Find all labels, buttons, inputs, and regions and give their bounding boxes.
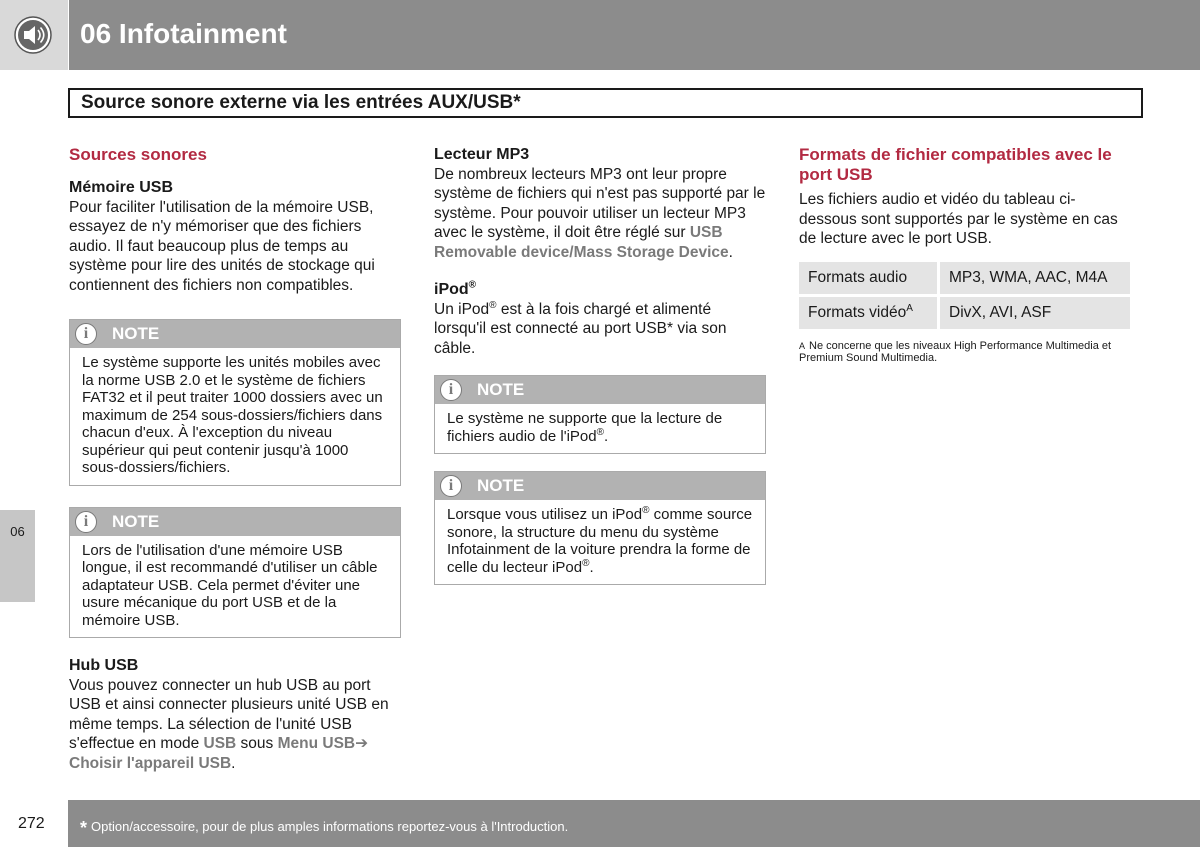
hub-usb-title: Hub USB (69, 657, 139, 674)
note-header (70, 508, 400, 536)
note-text: Le système ne supporte que la lecture de fichiers audio de l'iPod®. (447, 410, 723, 445)
table-row (799, 262, 1130, 294)
hub-usb-text: Vous pouvez connecter un hub USB au port USB et ainsi connecter plusieurs unité USB en même temps. La sélection de l'unité USB s'effectue en mode USB sous Menu USB➔ Choisir l'appareil USB. (69, 676, 389, 772)
note-header (435, 376, 765, 404)
note-box (434, 375, 766, 454)
note-label: NOTE (112, 511, 160, 531)
formats-intro: Les fichiers audio et vidéo du tableau ci-dessous sont supportés par le système en cas de lecture avec le port USB. (799, 191, 1118, 247)
chapter-title: 06 Infotainment (80, 18, 287, 49)
memoire-usb-text: Pour faciliter l'utilisation de la mémoire USB, essayez de n'y mémoriser que des fichiers audio. Il faut beaucoup plus de temps au système pour lire des unités de stockage qui contiennent des fichiers non compatibles. (69, 198, 375, 294)
chapter-side-tab: 06 (0, 510, 35, 602)
info-icon: i (440, 379, 462, 401)
column-2 (434, 145, 766, 585)
chapter-icon-box (0, 0, 68, 70)
mp3-title: Lecteur MP3 (434, 146, 530, 163)
memoire-usb-title: Mémoire USB (69, 179, 174, 196)
sources-heading: Sources sonores (69, 145, 207, 164)
table-cell-value: MP3, WMA, AAC, M4A (940, 262, 1130, 294)
column-3 (799, 145, 1131, 364)
table-cell-value: DivX, AVI, ASF (940, 297, 1130, 329)
note-header (70, 320, 400, 348)
formats-table (799, 259, 1130, 332)
speaker-icon (14, 16, 52, 54)
info-icon: i (440, 475, 462, 497)
usb-mode-link: USB (203, 735, 237, 752)
info-icon: i (75, 511, 97, 533)
page-number: 272 (18, 815, 45, 832)
formats-heading: Formats de fichier compatibles avec le port USB (799, 145, 1112, 184)
note-label: NOTE (477, 380, 525, 399)
choisir-appareil-link: Choisir l'appareil USB (69, 754, 232, 772)
mass-storage-link: USB Removable device/Mass Storage Device (434, 224, 729, 261)
table-footnote: A Ne concerne que les niveaux High Performance Multimedia et Premium Sound Multimedia. (799, 339, 1112, 364)
note-text: Le système supporte les unités mobiles avec la norme USB 2.0 et le système de fichiers FAT32 et il peut traiter 1000 dossiers avec un maximum de 254 sous-dossiers/fichiers dans chacun d'eux. À l'exception du niveau supérieur qui peut contenir jusqu'à 1000 sous-dossiers/fichiers. (82, 354, 383, 476)
note-label: NOTE (112, 324, 160, 343)
ipod-title: iPod® (434, 279, 477, 298)
arrow-icon: ➔ (355, 735, 369, 752)
table-cell-key: Formats vidéo$^A$ (799, 297, 940, 329)
note-box (69, 507, 401, 639)
note-label: NOTE (477, 476, 525, 495)
note-box (434, 471, 766, 585)
note-text: Lors de l'utilisation d'une mémoire USB longue, il est recommandé d'utiliser un câble adaptateur USB. Cela permet d'éviter une usure mécanique du port USB et de la mémoire USB. (82, 541, 378, 629)
ipod-text: Un iPod® est à la fois chargé et alimenté lorsqu'il est connecté au port USB* via son câble. (434, 299, 727, 357)
footer-note: * Option/accessoire, pour de plus amples informations reportez-vous à l'Introduction. (80, 818, 569, 838)
note-text: Lorsque vous utilisez un iPod® comme source sonore, la structure du menu du système Infotainment de la voiture prendra la forme de celle du lecteur iPod®. (447, 505, 753, 576)
note-header (435, 472, 765, 500)
table-cell-key: Formats audio (799, 262, 940, 294)
section-title: Source sonore externe via les entrées AUX/USB* (68, 88, 1143, 118)
note-box (69, 319, 401, 486)
info-icon: i (75, 323, 97, 345)
column-1 (69, 145, 401, 773)
table-row (799, 297, 1130, 329)
mp3-text: De nombreux lecteurs MP3 ont leur propre système de fichiers qui n'est pas supporté par le système. Pour pouvoir utiliser un lecteur MP3 avec le système, il doit être réglé sur USB Removable device/Mass Storage Device. (434, 165, 766, 261)
menu-usb-link: Menu USB (277, 735, 356, 752)
